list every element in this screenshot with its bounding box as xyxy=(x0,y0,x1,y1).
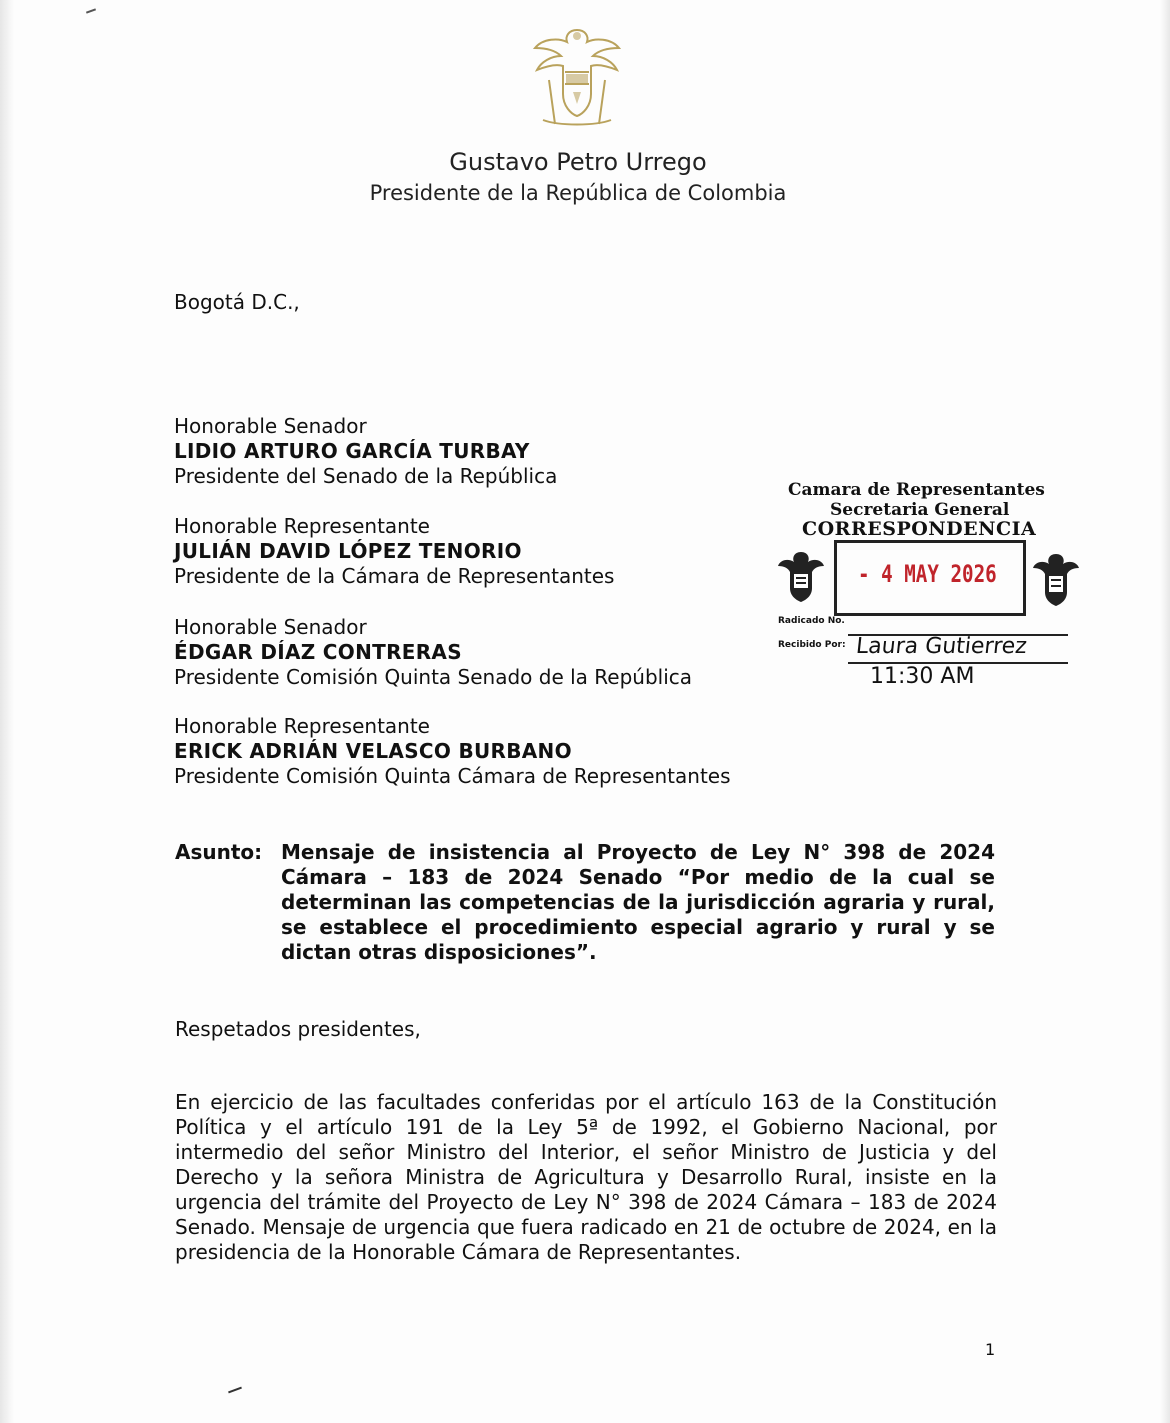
stamp-seal-right-icon xyxy=(1030,550,1082,608)
recipient-name: ERICK ADRIÁN VELASCO BURBANO xyxy=(174,739,572,763)
sender-name: Gustavo Petro Urrego xyxy=(449,148,707,176)
place-line: Bogotá D.C., xyxy=(174,290,300,314)
recipient-name: JULIÁN DAVID LÓPEZ TENORIO xyxy=(174,539,522,563)
coat-of-arms-icon xyxy=(529,24,625,130)
recipient-office: Presidente del Senado de la República xyxy=(174,464,558,488)
stamp-field-label: Recibido Por: xyxy=(778,640,846,650)
recipient-block xyxy=(174,414,557,489)
recipient-block xyxy=(174,714,731,789)
greeting: Respetados presidentes, xyxy=(175,1017,421,1041)
recipient-office: Presidente Comisión Quinta Senado de la República xyxy=(174,665,693,689)
recipient-office: Presidente Comisión Quinta Cámara de Representantes xyxy=(174,764,731,788)
reception-stamp xyxy=(772,478,1092,693)
scan-edge-right xyxy=(1160,0,1170,1423)
stamp-line-2: Secretaria General xyxy=(830,500,1010,520)
stamp-seal-left-icon xyxy=(776,548,826,604)
page-number: 1 xyxy=(985,1340,996,1359)
recipient-name: ÉDGAR DÍAZ CONTRERAS xyxy=(174,640,462,664)
stamp-line-3: CORRESPONDENCIA xyxy=(802,518,1037,540)
stamp-line-1: Camara de Representantes xyxy=(788,480,1045,500)
received-by-handwriting: Laura Gutierrez xyxy=(854,634,1029,659)
recipient-block xyxy=(174,615,692,690)
recipient-role: Honorable Representante xyxy=(174,714,430,738)
subject-label: Asunto: xyxy=(175,840,263,864)
recipient-block xyxy=(174,514,614,589)
scan-edge-left xyxy=(0,0,14,1423)
recipient-office: Presidente de la Cámara de Representantes xyxy=(174,564,615,588)
recipient-role: Honorable Senador xyxy=(174,615,367,639)
recipient-name: LIDIO ARTURO GARCÍA TURBAY xyxy=(174,439,530,463)
recipient-role: Honorable Representante xyxy=(174,514,430,538)
stamp-date: - 4 MAY 2026 xyxy=(858,560,997,588)
received-time-handwriting: 11:30 AM xyxy=(870,664,975,689)
recipient-role: Honorable Senador xyxy=(174,414,367,438)
body-paragraph: En ejercicio de las facultades conferidas por el artículo 163 de la Constitución Política y el artículo 191 de la Ley 5ª de 1992, el Gobierno Nacional, por intermedio del señor Ministro del Interior, el señor Ministro de Justicia y del Derecho y la señora Ministra de Agricultura y Desarrollo Rural, insiste en la urgencia del trámite del Proyecto de Ley N° 398 de 2024 Cámara – 183 de 2024 Senado. Mensaje de urgencia que fuera radicado en 21 de octubre de 2024, en la presidencia de la Honorable Cámara de Representantes. xyxy=(175,1090,997,1264)
scan-mark xyxy=(228,1387,242,1394)
stamp-field-label: Radicado No. xyxy=(778,616,845,626)
sender-title: Presidente de la República de Colombia xyxy=(369,181,787,205)
scan-mark xyxy=(86,8,96,13)
subject-text: Mensaje de insistencia al Proyecto de Ley N° 398 de 2024 Cámara – 183 de 2024 Senado “Por medio de la cual se determinan las competencias de la jurisdicción agraria y rural, se establece el procedimiento especial agrario y rural y se dictan otras disposiciones”. xyxy=(281,840,995,964)
